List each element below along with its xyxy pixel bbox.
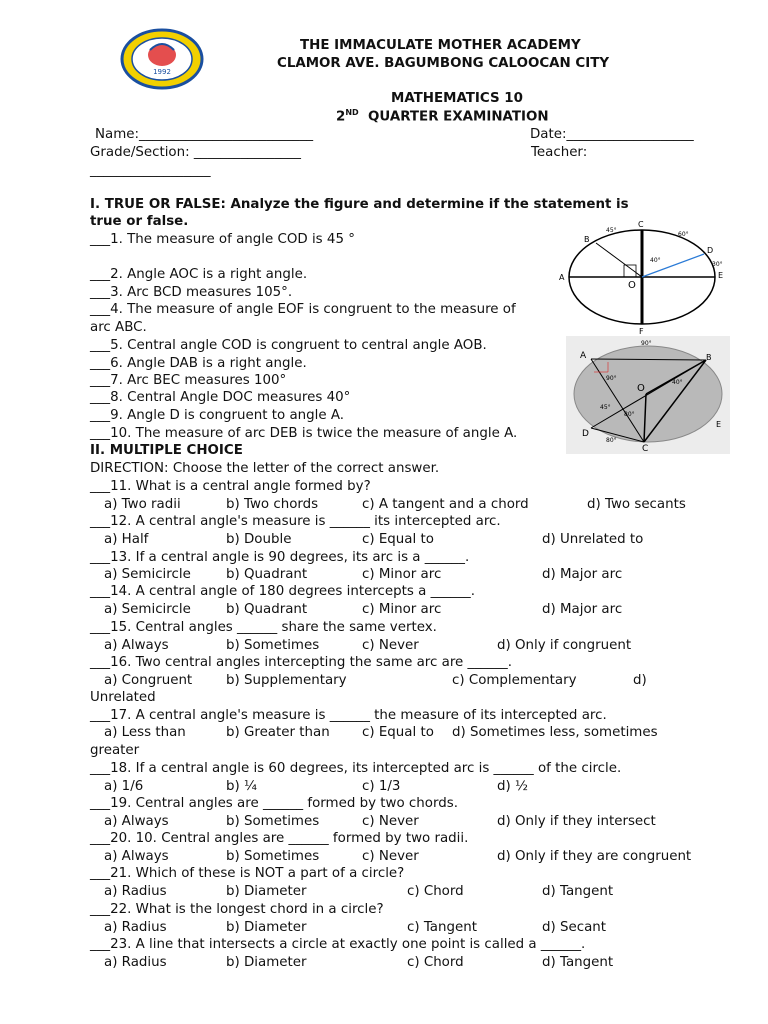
part1-title-rest: Analyze the figure and determine if the statement is <box>225 197 629 212</box>
q23-option-a[interactable]: a) Radius <box>104 955 167 970</box>
q11-option-b[interactable]: b) Two chords <box>226 497 319 512</box>
tf-item-6: ___6. Angle DAB is a right angle. <box>90 356 307 371</box>
q14-option-b[interactable]: b) Quadrant <box>226 602 308 617</box>
tf-item-3: ___3. Arc BCD measures 105°. <box>90 285 293 300</box>
q18-option-c[interactable]: c) 1/3 <box>362 779 401 794</box>
q22-option-c[interactable]: c) Tangent <box>407 920 477 935</box>
teacher-field[interactable]: Teacher: <box>531 145 588 160</box>
fig2-angle-90: 90° <box>606 375 617 382</box>
q23-option-b[interactable]: b) Diameter <box>226 955 307 970</box>
fig2-label-e: E <box>716 420 722 429</box>
q16-option-b[interactable]: b) Supplementary <box>226 673 347 688</box>
q22-option-b[interactable]: b) Diameter <box>226 920 307 935</box>
fig1-angle-60: 60° <box>678 231 689 238</box>
question-17: ___17. A central angle's measure is ______ the measure of its intercepted arc. <box>90 708 607 723</box>
q15-option-a[interactable]: a) Always <box>104 638 169 653</box>
quarter-rest: QUARTER EXAMINATION <box>368 109 549 125</box>
fig2-angle-80a: 80° <box>624 411 635 418</box>
q14-option-a[interactable]: a) Semicircle <box>104 602 191 617</box>
tf-item-10: ___10. The measure of arc DEB is twice the measure of angle A. <box>90 426 518 441</box>
q20-option-a[interactable]: a) Always <box>104 849 169 864</box>
question-11: ___11. What is a central angle formed by? <box>90 479 371 494</box>
q20-option-b[interactable]: b) Sometimes <box>226 849 320 864</box>
fig1-label-c: C <box>638 220 644 229</box>
quarter-num: 2 <box>336 109 346 125</box>
question-16: ___16. Two central angles intercepting the same arc are ______. <box>90 655 512 670</box>
fig2-label-d: D <box>582 429 589 439</box>
q16-option-c[interactable]: c) Complementary <box>452 673 577 688</box>
q20-option-c[interactable]: c) Never <box>362 849 419 864</box>
q15-option-c[interactable]: c) Never <box>362 638 419 653</box>
tf-item-5: ___5. Central angle COD is congruent to central angle AOB. <box>90 338 487 353</box>
fig2-label-o: O <box>637 383 645 394</box>
q19-option-b[interactable]: b) Sometimes <box>226 814 320 829</box>
q16-option-d[interactable]: d) <box>633 673 647 688</box>
q13-option-c[interactable]: c) Minor arc <box>362 567 442 582</box>
q23-option-c[interactable]: c) Chord <box>407 955 464 970</box>
fig1-label-b: B <box>584 235 590 244</box>
logo-year: 1992 <box>153 68 171 76</box>
q21-option-d[interactable]: d) Tangent <box>542 884 614 899</box>
school-logo <box>120 28 204 90</box>
q14-option-d[interactable]: d) Major arc <box>542 602 623 617</box>
q22-option-a[interactable]: a) Radius <box>104 920 167 935</box>
fig1-angle-45: 45° <box>606 227 617 234</box>
q11-option-d[interactable]: d) Two secants <box>587 497 686 512</box>
q17-option-d[interactable]: d) Sometimes less, sometimes <box>452 725 658 740</box>
part2-direction: DIRECTION: Choose the letter of the correct answer. <box>90 461 440 476</box>
grade-section-field[interactable]: Grade/Section: ________________ <box>90 145 301 160</box>
q18-option-a[interactable]: a) 1/6 <box>104 779 144 794</box>
fig2-angle-40: 40° <box>672 379 683 386</box>
fig1-label-a: A <box>559 273 565 282</box>
fig2-angle-80b: 80° <box>606 437 617 444</box>
tf-item-2: ___2. Angle AOC is a right angle. <box>90 267 308 282</box>
q13-option-a[interactable]: a) Semicircle <box>104 567 191 582</box>
fig1-angle-40: 40° <box>650 257 661 264</box>
q12-option-d[interactable]: d) Unrelated to <box>542 532 644 547</box>
q23-option-d[interactable]: d) Tangent <box>542 955 614 970</box>
quarter-sup: ND <box>345 108 359 117</box>
q18-option-b[interactable]: b) ¼ <box>226 779 257 794</box>
tf-item-9: ___9. Angle D is congruent to angle A. <box>90 408 345 423</box>
question-12: ___12. A central angle's measure is ______ its intercepted arc. <box>90 514 501 529</box>
q17-option-c[interactable]: c) Equal to <box>362 725 434 740</box>
name-field[interactable]: Name:__________________________ <box>95 127 314 142</box>
q11-option-a[interactable]: a) Two radii <box>104 497 181 512</box>
tf-item-7: ___7. Arc BEC measures 100° <box>90 373 287 388</box>
question-15: ___15. Central angles ______ share the same vertex. <box>90 620 437 635</box>
q19-option-d[interactable]: d) Only if they intersect <box>497 814 656 829</box>
q22-option-d[interactable]: d) Secant <box>542 920 607 935</box>
fig2-label-b: B <box>706 353 712 362</box>
q19-option-c[interactable]: c) Never <box>362 814 419 829</box>
fig1-angle-30: 30° <box>712 261 723 268</box>
question-20: ___20. 10. Central angles are ______ formed by two radii. <box>90 831 469 846</box>
fig2-angle-45: 45° <box>600 404 611 411</box>
circle-figure-1 <box>556 218 732 336</box>
question-22: ___22. What is the longest chord in a circle? <box>90 902 384 917</box>
q17-option-d-wrap: greater <box>90 743 140 758</box>
tf-item-4: ___4. The measure of angle EOF is congruent to the measure of <box>90 302 516 317</box>
part1-title-bold: I. TRUE OR FALSE: <box>90 197 226 212</box>
q19-option-a[interactable]: a) Always <box>104 814 169 829</box>
teacher-line: __________________ <box>90 163 211 178</box>
part1-title <box>90 197 629 212</box>
circle-figure-2 <box>566 336 730 454</box>
q21-option-b[interactable]: b) Diameter <box>226 884 307 899</box>
q21-option-a[interactable]: a) Radius <box>104 884 167 899</box>
school-name: THE IMMACULATE MOTHER ACADEMY <box>300 38 581 53</box>
exam-title <box>336 108 549 124</box>
question-14: ___14. A central angle of 180 degrees intercepts a ______. <box>90 584 476 599</box>
part2-title: II. MULTIPLE CHOICE <box>90 443 243 458</box>
tf-item-8: ___8. Central Angle DOC measures 40° <box>90 390 351 405</box>
school-address: CLAMOR AVE. BAGUMBONG CALOOCAN CITY <box>277 56 610 71</box>
date-field[interactable]: Date:___________________ <box>530 127 694 142</box>
q13-option-d[interactable]: d) Major arc <box>542 567 623 582</box>
q15-option-d[interactable]: d) Only if congruent <box>497 638 632 653</box>
part1-title-line2: true or false. <box>90 214 189 229</box>
q18-option-d[interactable]: d) ½ <box>497 779 528 794</box>
question-21: ___21. Which of these is NOT a part of a circle? <box>90 866 405 881</box>
q14-option-c[interactable]: c) Minor arc <box>362 602 442 617</box>
fig2-angle-top: 90° <box>641 340 652 347</box>
q12-option-c[interactable]: c) Equal to <box>362 532 434 547</box>
tf-item-1: ___1. The measure of angle COD is 45 ° <box>90 232 355 247</box>
fig1-label-e: E <box>718 271 724 280</box>
fig1-label-d: D <box>707 246 714 255</box>
fig1-label-f: F <box>639 327 644 336</box>
fig2-label-c: C <box>642 444 649 454</box>
q12-option-b[interactable]: b) Double <box>226 532 292 547</box>
q20-option-d[interactable]: d) Only if they are congruent <box>497 849 692 864</box>
tf-item-4-cont: arc ABC. <box>90 320 147 335</box>
q16-option-a[interactable]: a) Congruent <box>104 673 193 688</box>
q21-option-c[interactable]: c) Chord <box>407 884 464 899</box>
fig1-label-o: O <box>628 280 636 291</box>
question-18: ___18. If a central angle is 60 degrees, its intercepted arc is ______ of the circle. <box>90 761 622 776</box>
question-19: ___19. Central angles are ______ formed by two chords. <box>90 796 458 811</box>
fig2-label-a: A <box>580 351 587 361</box>
question-13: ___13. If a central angle is 90 degrees, its arc is a ______. <box>90 550 470 565</box>
q11-option-c[interactable]: c) A tangent and a chord <box>362 497 529 512</box>
question-23: ___23. A line that intersects a circle at exactly one point is called a ______. <box>90 937 586 952</box>
q16-option-d-wrap: Unrelated <box>90 690 156 705</box>
q17-option-b[interactable]: b) Greater than <box>226 725 330 740</box>
q17-option-a[interactable]: a) Less than <box>104 725 186 740</box>
q15-option-b[interactable]: b) Sometimes <box>226 638 320 653</box>
q12-option-a[interactable]: a) Half <box>104 532 149 547</box>
q13-option-b[interactable]: b) Quadrant <box>226 567 308 582</box>
subject-title: MATHEMATICS 10 <box>391 91 523 106</box>
